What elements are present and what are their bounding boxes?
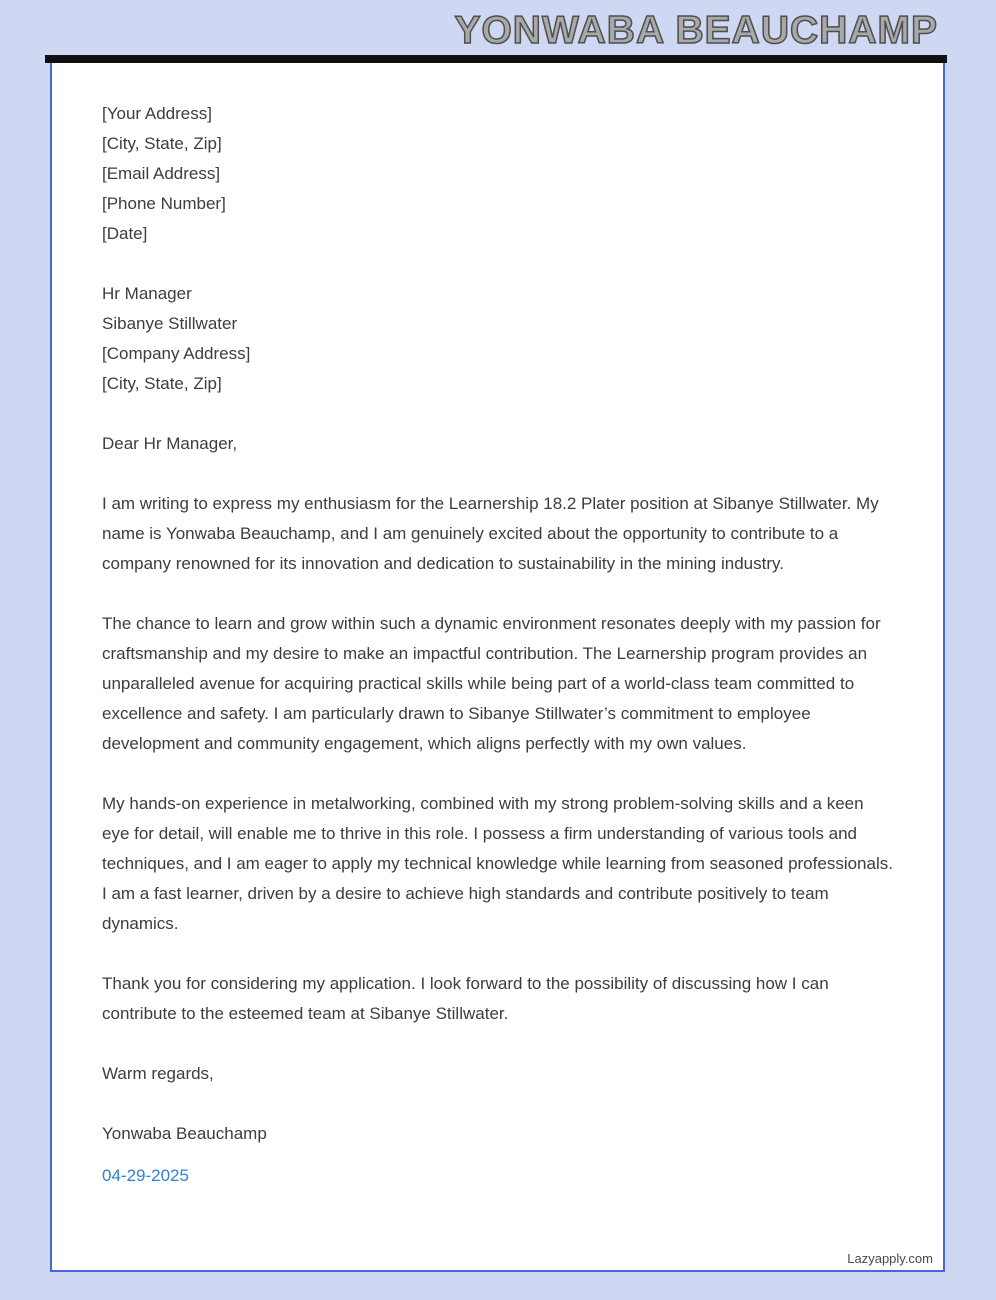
closing-text: Warm regards, [102, 1064, 214, 1083]
paragraph-thanks: Thank you for considering my application. I look forward to the possibility of discussing how I can contribute to the esteemed team at Sibanye Stillwater. [102, 974, 829, 1023]
paragraph-motivation: The chance to learn and grow within such a dynamic environment resonates deeply with my passion for craftsmanship and my desire to make an impactful contribution. The Learnership program provides an unparalleled avenue for acquiring practical skills while being part of a world-class team committed to excellence and safety. I am particularly drawn to Sibanye Stillwater’s commitment to employee development and community engagement, which aligns perfectly with my own values. [102, 614, 881, 753]
recipient-city-line: [City, State, Zip] [102, 374, 222, 393]
sender-date-line: [Date] [102, 224, 148, 243]
paragraph-experience: My hands-on experience in metalworking, combined with my strong problem-solving skills and a keen eye for detail, will enable me to thrive in this role. I possess a firm understanding of various tools and techniques, and I am eager to apply my technical knowledge while learning from seasoned professionals. I am a fast learner, driven by a desire to achieve high standards and contribute positively to team dynamics. [102, 794, 893, 933]
salutation: Dear Hr Manager, [102, 434, 238, 453]
closing-block [102, 1059, 893, 1089]
header-name: YONWABA BEAUCHAMP [454, 9, 938, 52]
sender-email-line: [Email Address] [102, 164, 221, 183]
header-divider-bar [45, 55, 947, 63]
recipient-name-line: Hr Manager [102, 284, 192, 303]
sender-phone-line: [Phone Number] [102, 194, 226, 213]
recipient-block [102, 279, 893, 399]
sender-address-line: [Your Address] [102, 104, 212, 123]
sender-city-line: [City, State, Zip] [102, 134, 222, 153]
paragraph-intro: I am writing to express my enthusiasm for the Learnership 18.2 Plater position at Sibanye Stillwater. My name is Yonwaba Beauchamp, and I am genuinely excited about the opportunity to contribute to a company renowned for its innovation and dedication to sustainability in the mining industry. [102, 494, 879, 573]
salutation-block [102, 429, 893, 459]
letter-page [50, 63, 945, 1272]
date-link[interactable]: 04-29-2025 [102, 1166, 189, 1185]
brand-watermark: Lazyapply.com [847, 1251, 933, 1266]
signature-block [102, 1119, 893, 1149]
recipient-company-line: Sibanye Stillwater [102, 314, 238, 333]
letter-content [52, 63, 943, 1191]
recipient-address-line: [Company Address] [102, 344, 251, 363]
signature-name: Yonwaba Beauchamp [102, 1124, 267, 1143]
sender-address-block [102, 99, 893, 249]
